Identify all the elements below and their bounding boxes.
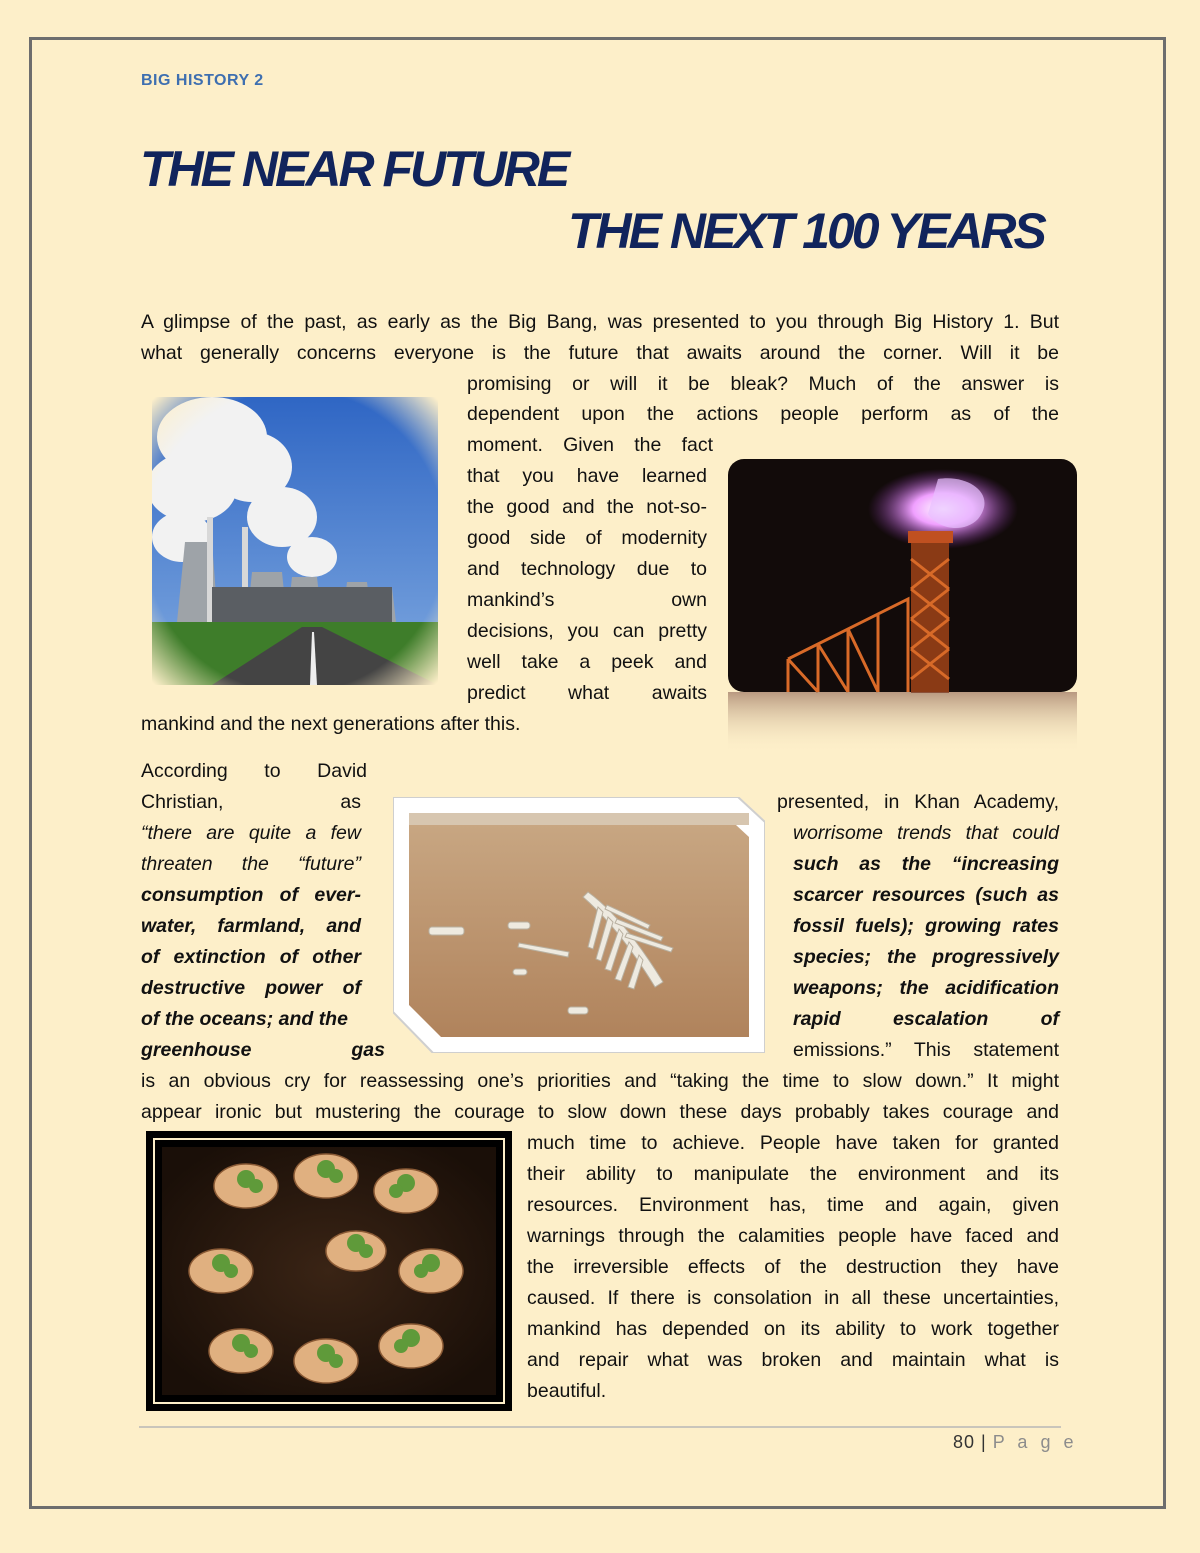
para1-line-10: mankind’s own bbox=[467, 589, 707, 611]
para1-line-9: and technology due to bbox=[467, 558, 707, 580]
para2-left-7: of extinction of other bbox=[141, 946, 361, 968]
para2-left-8: destructive power of bbox=[141, 977, 361, 999]
para2-full-2: appear ironic but mustering the courage to slow down these days probably takes courage and bbox=[141, 1101, 1059, 1123]
para1-line-6: that you have learned bbox=[467, 465, 707, 487]
page-number-value: 80 bbox=[953, 1432, 976, 1452]
para2-left-3: “there are quite a few bbox=[141, 822, 361, 844]
page-number-separator: | bbox=[981, 1432, 987, 1452]
para2-left-1: According to David bbox=[141, 760, 367, 782]
para2-wrap-8: and repair what was broken and maintain what is bbox=[527, 1349, 1059, 1371]
para1-line-7: the good and the not-so- bbox=[467, 496, 707, 518]
gas-flare-photo bbox=[728, 459, 1077, 753]
para2-right-7: weapons; the acidification bbox=[793, 977, 1059, 999]
para2-left-6: water, farmland, and bbox=[141, 915, 361, 937]
para2-left-2: Christian, as bbox=[141, 791, 361, 813]
para1-line-3: promising or will it be bleak? Much of the answer is bbox=[467, 373, 1059, 395]
para2-wrap-4: warnings through the calamities people have faced and bbox=[527, 1225, 1059, 1247]
para1-line-14: mankind and the next generations after this. bbox=[141, 713, 521, 735]
page-word: P a g e bbox=[992, 1432, 1078, 1452]
para2-right-9: emissions.” This statement bbox=[793, 1039, 1059, 1061]
para1-line-11: decisions, you can pretty bbox=[467, 620, 707, 642]
para1-line-1: A glimpse of the past, as early as the Big Bang, was presented to you through Big History 1. But bbox=[141, 311, 1059, 333]
page-title-line-2: THE NEXT 100 YEARS bbox=[568, 203, 1044, 259]
power-plant-photo bbox=[152, 397, 438, 685]
running-header: BIG HISTORY 2 bbox=[141, 72, 264, 89]
para1-line-12: well take a peek and bbox=[467, 651, 707, 673]
desert-skeleton-photo bbox=[393, 797, 765, 1053]
para1-line-5: moment. Given the fact bbox=[467, 434, 713, 456]
page-number bbox=[953, 1432, 1077, 1453]
page-title-line-1: THE NEAR FUTURE bbox=[140, 141, 568, 197]
para1-line-4: dependent upon the actions people perform as of the bbox=[467, 403, 1059, 425]
para2-right-1: presented, in Khan Academy, bbox=[777, 791, 1059, 813]
para2-full-1: is an obvious cry for reassessing one’s priorities and “taking the time to slow down.” It might bbox=[141, 1070, 1059, 1092]
para2-wrap-2: their ability to manipulate the environment and its bbox=[527, 1163, 1059, 1185]
para2-wrap-9: beautiful. bbox=[527, 1380, 607, 1402]
para1-line-13: predict what awaits bbox=[467, 682, 707, 704]
para2-right-3: such as the “increasing bbox=[793, 853, 1059, 875]
para2-wrap-6: caused. If there is consolation in all these uncertainties, bbox=[527, 1287, 1059, 1309]
para2-left-9: of the oceans; and the bbox=[141, 1008, 348, 1030]
para2-right-8: rapid escalation of bbox=[793, 1008, 1059, 1030]
para2-left-10: greenhouse gas bbox=[141, 1039, 385, 1061]
para1-line-8: good side of modernity bbox=[467, 527, 707, 549]
hands-seedlings-photo bbox=[146, 1131, 512, 1411]
para2-right-4: scarcer resources (such as bbox=[793, 884, 1059, 906]
para2-right-5: fossil fuels); growing rates bbox=[793, 915, 1059, 937]
para2-wrap-1: much time to achieve. People have taken for granted bbox=[527, 1132, 1059, 1154]
para2-right-6: species; the progressively bbox=[793, 946, 1059, 968]
para2-left-5: consumption of ever- bbox=[141, 884, 361, 906]
footer-divider bbox=[139, 1426, 1061, 1428]
para2-wrap-3: resources. Environment has, time and again, given bbox=[527, 1194, 1059, 1216]
para2-right-2: worrisome trends that could bbox=[793, 822, 1059, 844]
para2-wrap-5: the irreversible effects of the destruction they have bbox=[527, 1256, 1059, 1278]
para2-wrap-7: mankind has depended on its ability to work together bbox=[527, 1318, 1059, 1340]
para2-left-4: threaten the “future” bbox=[141, 853, 361, 875]
para1-line-2: what generally concerns everyone is the future that awaits around the corner. Will it be bbox=[141, 342, 1059, 364]
